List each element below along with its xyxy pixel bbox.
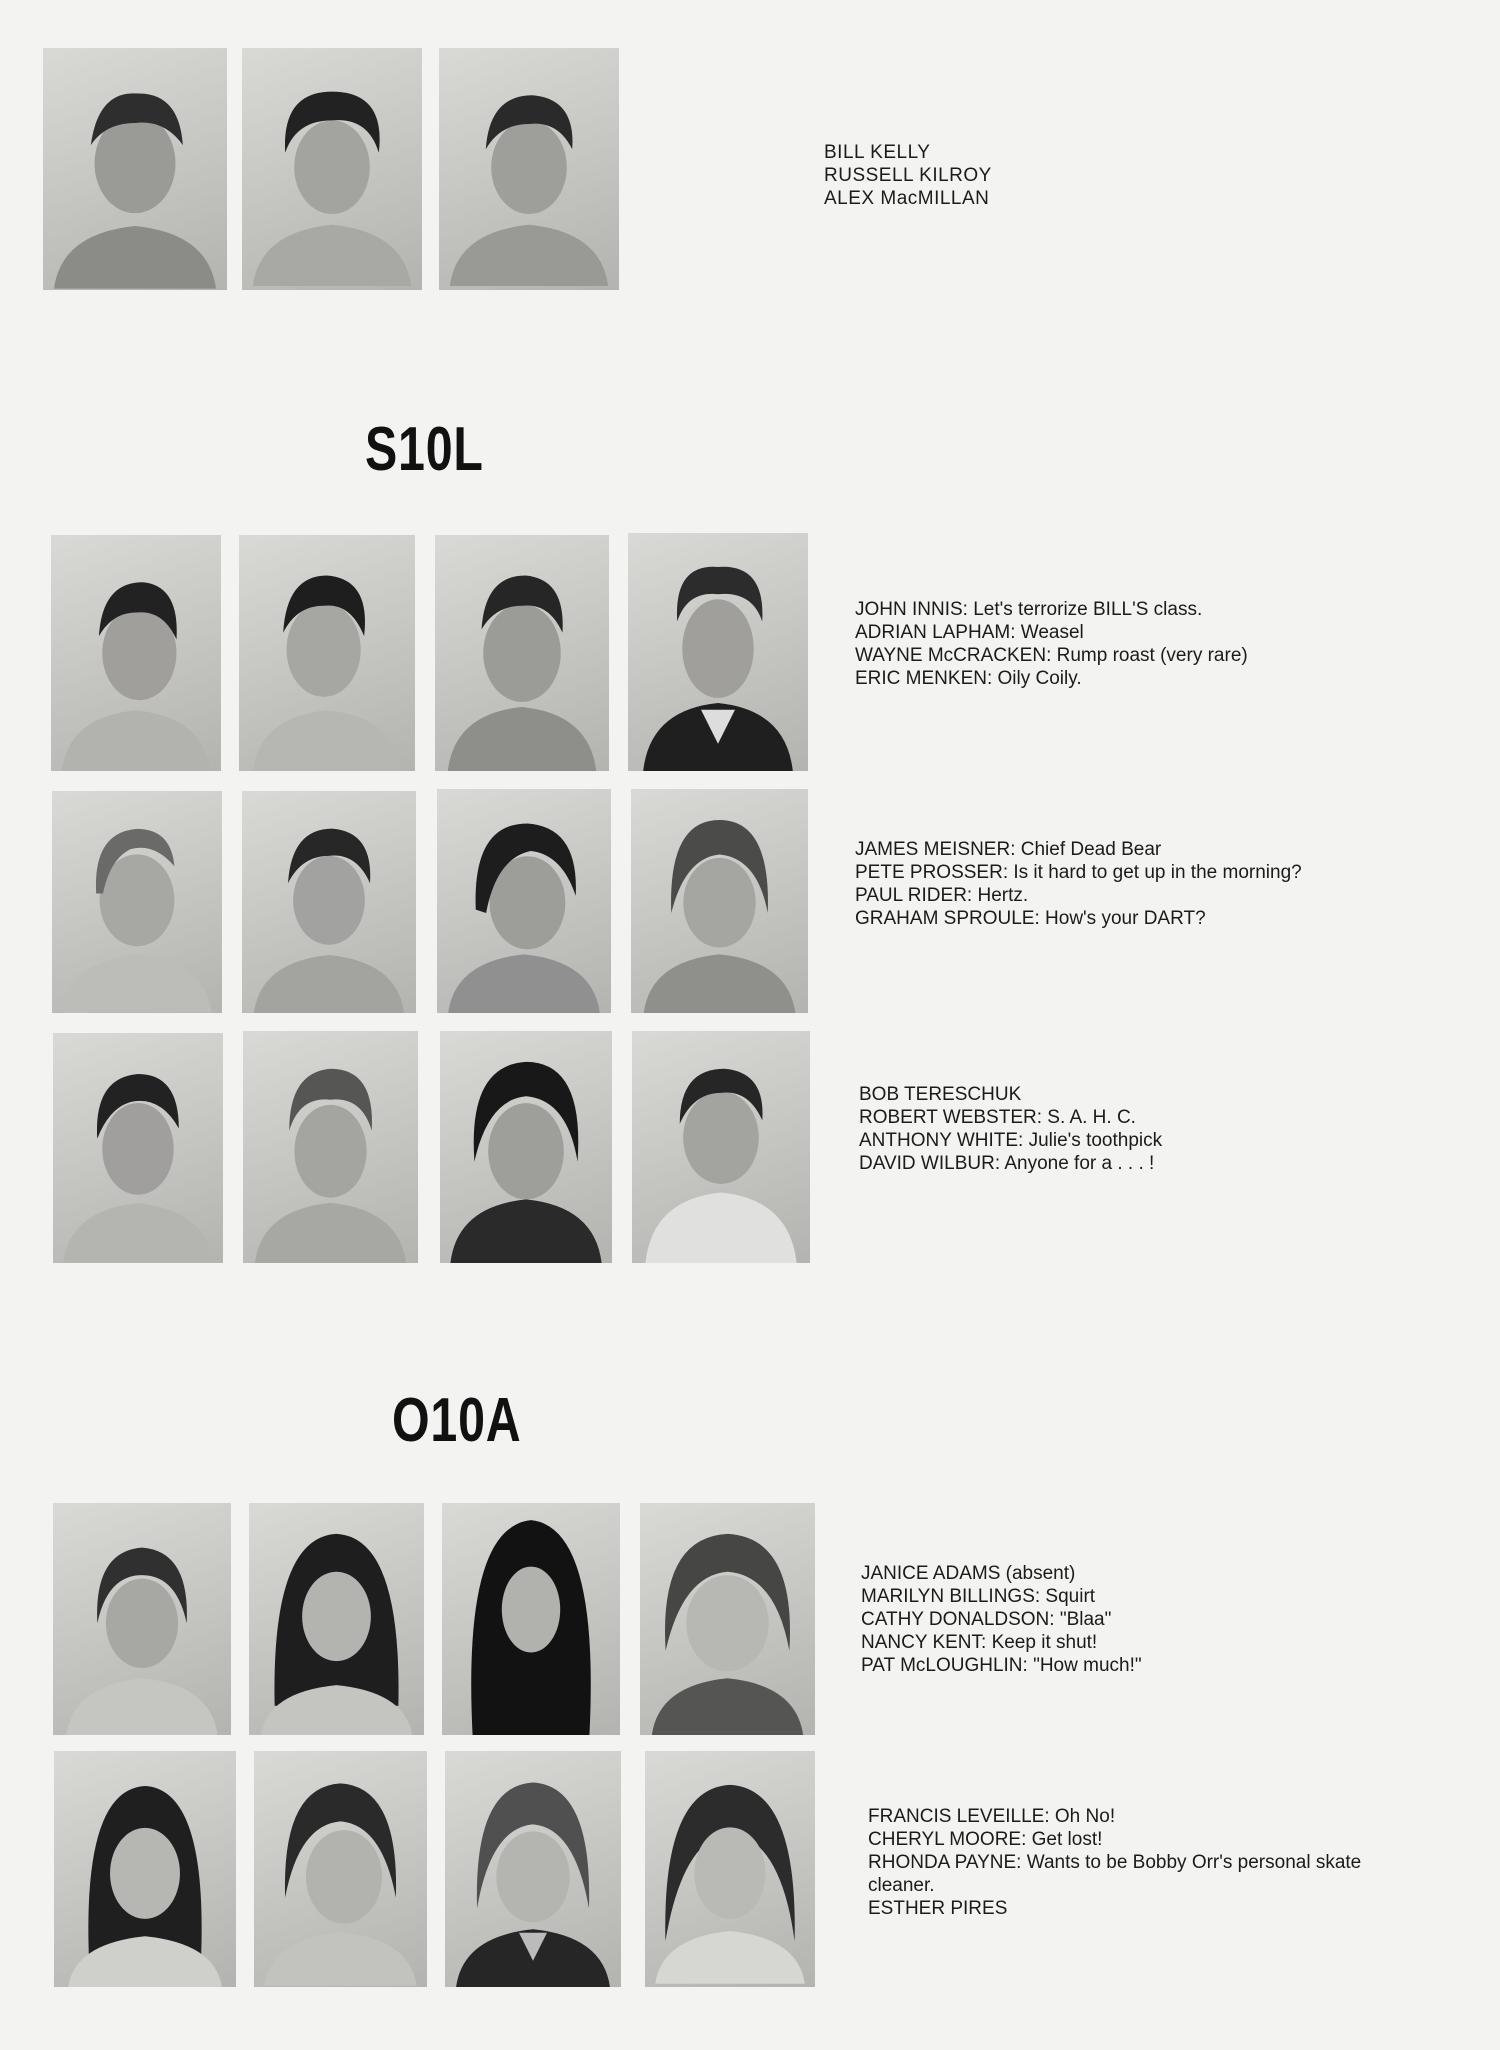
caption-line: PAUL RIDER: Hertz.	[855, 885, 1029, 906]
student-photo	[243, 1031, 418, 1263]
caption-line: CATHY DONALDSON: "Blaa"	[861, 1609, 1112, 1630]
caption-line: BILL KELLY	[824, 142, 931, 163]
student-photo	[254, 1751, 427, 1987]
caption-line: ERIC MENKEN: Oily Coily.	[855, 668, 1082, 689]
student-photo	[249, 1503, 424, 1735]
caption-s10l-group-3	[859, 1083, 1162, 1175]
student-photo	[640, 1503, 815, 1735]
caption-line: PAT McLOUGHLIN: "How much!"	[861, 1655, 1142, 1676]
caption-line: MARILYN BILLINGS: Squirt	[861, 1586, 1096, 1607]
caption-o10a-group-2	[868, 1805, 1361, 1920]
student-photo	[632, 1031, 810, 1263]
caption-o10a-group-1	[861, 1562, 1142, 1677]
caption-line: ADRIAN LAPHAM: Weasel	[855, 622, 1084, 643]
caption-line: RUSSELL KILROY	[824, 165, 992, 186]
student-photo	[52, 791, 222, 1013]
caption-line: ROBERT WEBSTER: S. A. H. C.	[859, 1107, 1136, 1128]
caption-line: NANCY KENT: Keep it shut!	[861, 1632, 1098, 1653]
caption-s10l-group-2	[855, 838, 1302, 930]
caption-line: JOHN INNIS: Let's terrorize BILL'S class.	[855, 599, 1203, 620]
caption-line: JANICE ADAMS (absent)	[861, 1563, 1076, 1584]
student-photo	[242, 48, 422, 290]
student-photo	[440, 1031, 612, 1263]
section-title-o10a: O10A	[392, 1386, 522, 1455]
caption-line: GRAHAM SPROULE: How's your DART?	[855, 908, 1206, 929]
student-photo	[628, 533, 808, 771]
caption-line: BOB TERESCHUK	[859, 1084, 1022, 1105]
caption-line: FRANCIS LEVEILLE: Oh No!	[868, 1806, 1116, 1827]
student-photo	[437, 789, 611, 1013]
section-title-s10l: S10L	[365, 415, 484, 484]
caption-line: CHERYL MOORE: Get lost!	[868, 1829, 1103, 1850]
caption-line: PETE PROSSER: Is it hard to get up in the morning?	[855, 862, 1302, 883]
student-photo	[242, 791, 416, 1013]
student-photo	[442, 1503, 620, 1735]
caption-line: DAVID WILBUR: Anyone for a . . . !	[859, 1153, 1155, 1174]
student-photo	[645, 1751, 815, 1987]
caption-top	[824, 141, 992, 210]
caption-line: RHONDA PAYNE: Wants to be Bobby Orr's personal skate	[868, 1852, 1362, 1873]
caption-line: JAMES MEISNER: Chief Dead Bear	[855, 839, 1162, 860]
student-photo	[631, 789, 808, 1013]
student-photo	[53, 1033, 223, 1263]
student-photo	[53, 1503, 231, 1735]
caption-line: ALEX MacMILLAN	[824, 188, 990, 209]
student-photo	[51, 535, 221, 771]
student-photo	[439, 48, 619, 290]
caption-line: cleaner.	[868, 1875, 935, 1896]
caption-s10l-group-1	[855, 598, 1248, 690]
caption-line: ANTHONY WHITE: Julie's toothpick	[859, 1130, 1163, 1151]
student-photo	[445, 1751, 621, 1987]
student-photo	[239, 535, 415, 771]
student-photo	[54, 1751, 236, 1987]
caption-line: WAYNE McCRACKEN: Rump roast (very rare)	[855, 645, 1248, 666]
student-photo	[43, 48, 227, 290]
student-photo	[435, 535, 609, 771]
caption-line: ESTHER PIRES	[868, 1898, 1008, 1919]
